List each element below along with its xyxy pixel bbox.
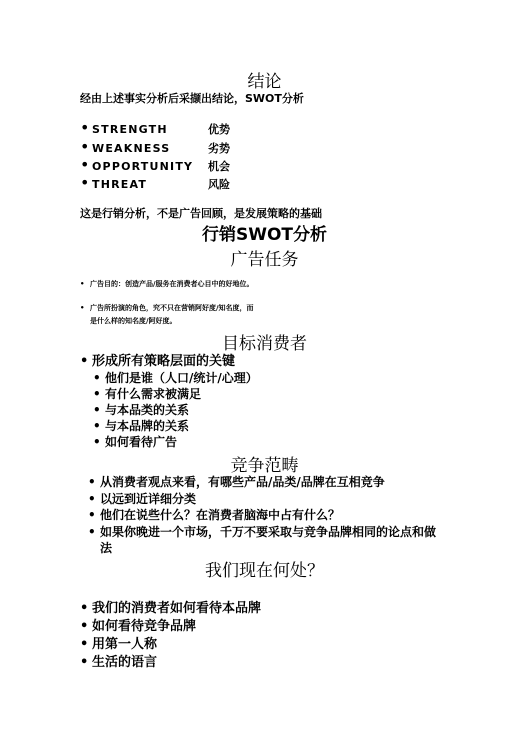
target-subitem-text: 与本品类的关系 bbox=[105, 403, 190, 417]
swot-item-threat bbox=[80, 173, 230, 192]
bullet-icon: • bbox=[93, 419, 101, 433]
competition-title: 竞争范畴 bbox=[230, 456, 299, 476]
ad-task-item bbox=[80, 279, 254, 289]
bullet-icon: • bbox=[88, 508, 96, 522]
bullet-icon: • bbox=[80, 304, 85, 312]
ad-task-item bbox=[80, 303, 254, 313]
swot-item-strength bbox=[80, 118, 230, 137]
target-lead bbox=[80, 350, 235, 369]
where-item-text: 生活的语言 bbox=[92, 655, 158, 670]
competition-item bbox=[88, 490, 196, 507]
where-item-text: 我们的消费者如何看待本品牌 bbox=[92, 601, 262, 616]
where-item bbox=[80, 633, 157, 652]
bullet-icon: • bbox=[88, 492, 96, 506]
target-subitem-text: 如何看待广告 bbox=[105, 435, 178, 449]
conclusion-note: 这是行销分析，不是广告回顾，是发展策略的基础 bbox=[80, 207, 322, 220]
bullet-icon: • bbox=[93, 403, 101, 417]
bullet-icon: • bbox=[80, 280, 85, 288]
target-title: 目标消费者 bbox=[222, 334, 307, 354]
competition-item-text: 他们在说些什么？在消费者脑海中占有什么？ bbox=[100, 508, 341, 522]
target-subitem-text: 他们是谁（人口/统计/心理） bbox=[105, 371, 258, 385]
target-subitem bbox=[93, 369, 258, 386]
swot-en-label: WEAKNESS bbox=[92, 142, 171, 155]
competition-item-text: 从消费者观点来看，有哪些产品/品类/品牌在互相竞争 bbox=[100, 475, 385, 489]
conclusion-title: 结论 bbox=[247, 72, 282, 92]
competition-item bbox=[88, 523, 436, 540]
where-item-text: 用第一人称 bbox=[92, 637, 158, 652]
bullet-icon: • bbox=[80, 619, 89, 634]
where-item-text: 如何看待竞争品牌 bbox=[92, 619, 197, 634]
swot-cn-label: 机会 bbox=[208, 160, 230, 173]
swot-en-label: THREAT bbox=[92, 178, 148, 191]
bullet-icon: • bbox=[80, 137, 90, 156]
bullet-icon: • bbox=[93, 435, 101, 449]
bullet-icon: • bbox=[80, 655, 89, 670]
swot-item-opportunity bbox=[80, 155, 230, 174]
competition-item-continuation: 法 bbox=[100, 541, 113, 555]
target-subitem bbox=[93, 401, 189, 418]
ad-task-item-text: 广告所扮演的角色，究不只在营销阿好度/知名度，而 bbox=[90, 304, 254, 312]
competition-item bbox=[88, 506, 340, 523]
swot-en-label: STRENGTH bbox=[92, 123, 168, 136]
where-title: 我们现在何处？ bbox=[205, 561, 324, 581]
swot-item-weakness bbox=[80, 137, 230, 156]
target-subitem-text: 有什么需求被满足 bbox=[105, 387, 202, 401]
swot-cn-label: 风险 bbox=[208, 178, 230, 191]
where-item bbox=[80, 615, 196, 634]
bullet-icon: • bbox=[80, 637, 89, 652]
competition-item-text: 如果你晚进一个市场，千万不要采取与竞争品牌相同的论点和做 bbox=[100, 525, 437, 539]
target-subitem-text: 与本品牌的关系 bbox=[105, 419, 190, 433]
target-lead-text: 形成所有策略层面的关键 bbox=[92, 354, 236, 369]
conclusion-subtitle: 经由上述事实分析后采撷出结论，SWOT分析 bbox=[80, 92, 304, 105]
competition-item bbox=[88, 473, 385, 490]
swot-cn-label: 劣势 bbox=[208, 142, 230, 155]
target-subitem bbox=[93, 417, 189, 434]
swot-title: 行销SWOT分析 bbox=[201, 225, 328, 245]
bullet-icon: • bbox=[88, 475, 96, 489]
competition-item-text: 以远到近详细分类 bbox=[100, 492, 197, 506]
ad-task-title: 广告任务 bbox=[230, 250, 299, 270]
bullet-icon: • bbox=[80, 155, 90, 174]
target-subitem bbox=[93, 433, 177, 450]
swot-cn-label: 优势 bbox=[208, 123, 230, 136]
bullet-icon: • bbox=[93, 371, 101, 385]
swot-en-label: OPPORTUNITY bbox=[92, 160, 194, 173]
bullet-icon: • bbox=[88, 525, 96, 539]
bullet-icon: • bbox=[80, 354, 89, 369]
bullet-icon: • bbox=[80, 601, 89, 616]
ad-task-item-text: 广告目的：创造产品/服务在消费者心目中的好地位。 bbox=[90, 280, 254, 288]
bullet-icon: • bbox=[80, 173, 90, 192]
target-subitem bbox=[93, 385, 201, 402]
ad-task-item-continuation: 是什么样的知名度/阿好度。 bbox=[90, 317, 177, 325]
where-item bbox=[80, 651, 157, 670]
where-item bbox=[80, 597, 261, 616]
bullet-icon: • bbox=[93, 387, 101, 401]
bullet-icon: • bbox=[80, 118, 90, 137]
